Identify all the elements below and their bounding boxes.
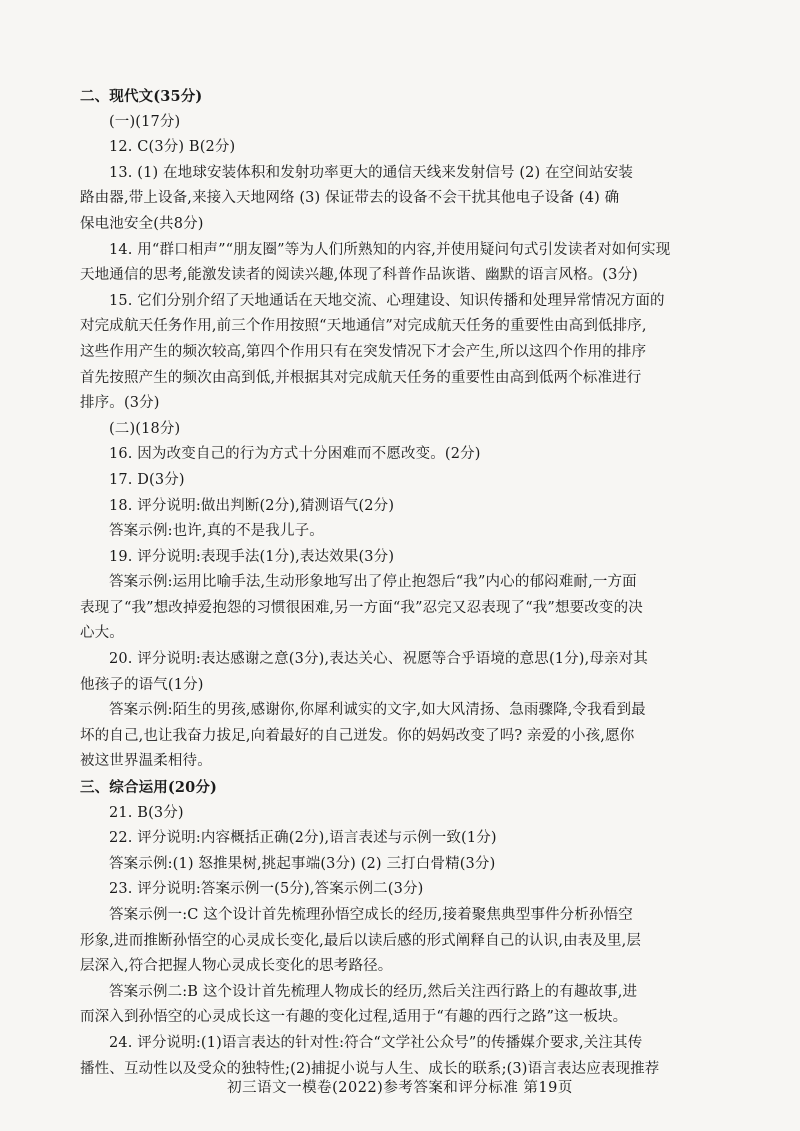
text-line: 答案示例:运用比喻手法,生动形象地写出了停止抱怨后“我”内心的郁闷难耐,一方面 [109, 574, 637, 591]
text-line: 18. 评分说明:做出判断(2分),猜测语气(2分) [109, 497, 395, 514]
text-line: 而深入到孙悟空的心灵成长这一有趣的变化过程,适用于“有趣的西行之路”这一板块。 [80, 1009, 628, 1026]
answer-text-body [80, 84, 704, 1082]
text-line: 19. 评分说明:表现手法(1分),表达效果(3分) [109, 548, 395, 565]
text-line: 层深入,符合把握人物心灵成长变化的思考路径。 [80, 958, 393, 975]
text-line: 表现了“我”想改掉爱抱怨的习惯很困难,另一方面“我”忍完又忍表现了“我”想要改变的决 [80, 599, 643, 616]
text-line: 首先按照产生的频次由高到低,并根据其对完成航天任务的重要性由高到低两个标准进行 [80, 369, 642, 386]
text-line: 播性、互动性以及受众的独特性;(2)捕捉小说与人生、成长的联系;(3)语言表达应表现推荐 [80, 1060, 660, 1077]
text-line: 17. D(3分) [109, 471, 185, 488]
text-line: 他孩子的语气(1分) [80, 676, 204, 693]
text-line: 15. 它们分别介绍了天地通话在天地交流、心理建设、知识传播和处理异常情况方面的 [109, 292, 665, 309]
text-line: 这些作用产生的频次较高,第四个作用只有在突发情况下才会产生,所以这四个作用的排序 [80, 343, 647, 360]
page-footer: 初三语文一模卷(2022)参考答案和评分标准 第19页 [227, 1080, 573, 1096]
text-line: (一)(17分) [109, 113, 181, 130]
text-line: 坏的自己,也让我奋力拔足,向着最好的自己迸发。你的妈妈改变了吗? 亲爱的小孩,愿你 [80, 727, 635, 744]
text-line: 形象,进而推断孙悟空的心灵成长变化,最后以读后感的形式阐释自己的认识,由表及里,层 [80, 932, 642, 949]
text-line: 21. B(3分) [109, 804, 184, 821]
section-heading: 三、综合运用(20分) [80, 779, 218, 797]
text-line: 排序。(3分) [80, 395, 160, 412]
text-line: 路由器,带上设备,来接入天地网络 (3) 保证带去的设备不会干扰其他电子设备 (4) 确 [80, 190, 620, 207]
text-line: 答案示例二:B 这个设计首先梳理人物成长的经历,然后关注西行路上的有趣故事,进 [109, 983, 638, 1000]
text-line: 23. 评分说明:答案示例一(5分),答案示例二(3分) [109, 881, 424, 898]
text-line: 对完成航天任务作用,前三个作用按照“天地通信”对完成航天任务的重要性由高到低排序, [80, 318, 647, 335]
text-line: 14. 用“群口相声”“朋友圈”等为人们所熟知的内容,并使用疑问句式引发读者对如何实现 [109, 241, 671, 258]
text-line: 13. (1) 在地球安装体积和发射功率更大的通信天线来发射信号 (2) 在空间站安装 [109, 164, 634, 181]
text-line: 被这世界温柔相待。 [80, 753, 212, 770]
text-line: 12. C(3分) B(2分) [109, 139, 236, 156]
text-line: 16. 因为改变自己的行为方式十分困难而不愿改变。(2分) [109, 446, 481, 463]
text-line: 22. 评分说明:内容概括正确(2分),语言表述与示例一致(1分) [109, 830, 497, 847]
text-line: 答案示例:也许,真的不是我儿子。 [109, 523, 324, 540]
text-line: 答案示例一:C 这个设计首先梳理孙悟空成长的经历,接着聚焦典型事件分析孙悟空 [109, 907, 633, 923]
text-line: 20. 评分说明:表达感谢之意(3分),表达关心、祝愿等合乎语境的意思(1分),母亲对其 [109, 651, 648, 668]
section-heading: 二、现代文(35分) [80, 88, 203, 105]
text-line: (二)(18分) [109, 420, 181, 437]
text-line: 保电池安全(共8分) [80, 215, 204, 232]
text-line: 答案示例:陌生的男孩,感谢你,你犀利诚实的文字,如大风清扬、急雨骤降,令我看到最 [109, 702, 646, 719]
text-line: 天地通信的思考,能激发读者的阅读兴趣,体现了科普作品诙谐、幽默的语言风格。(3分) [80, 267, 638, 284]
text-line: 心大。 [80, 625, 124, 642]
text-line: 24. 评分说明:(1)语言表达的针对性:符合“文学社公众号”的传播媒介要求,关注其传 [109, 1034, 643, 1051]
text-line: 答案示例:(1) 怒推果树,挑起事端(3分) (2) 三打白骨精(3分) [109, 855, 496, 872]
